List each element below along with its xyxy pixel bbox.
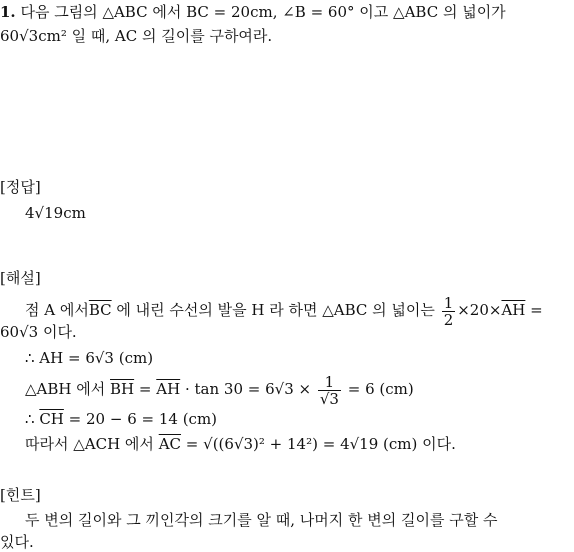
solution-text: 에 내린 수선의 발을 H 라 하면 △ABC 의 넓이는 — [116, 301, 435, 319]
question-line-2 — [0, 26, 272, 46]
solution-text: = 6 (cm) — [347, 380, 414, 398]
therefore-symbol: ∴ — [25, 410, 35, 428]
solution-text: · tan 30 = 6√3 × — [184, 380, 312, 398]
segment-ac: $\overline{AC}$ — [158, 435, 182, 453]
solution-text: △ABH 에서 — [25, 380, 106, 398]
solution-line-3: ∴ AH = 6√3 (cm) — [25, 349, 154, 367]
solution-text: = — [530, 301, 543, 319]
answer-label: [정답] — [0, 178, 41, 196]
question-number: 1. — [0, 3, 16, 21]
solution-text: = 20 − 6 = 14 (cm) — [68, 410, 218, 428]
hint-label: [힌트] — [0, 486, 41, 504]
solution-line-6 — [25, 434, 456, 454]
solution-line-5 — [25, 409, 217, 429]
solution-label: [해설] — [0, 269, 41, 287]
answer-value: 4√19cm — [25, 204, 86, 222]
solution-text: 따라서 △ACH 에서 — [25, 435, 154, 453]
fraction-denominator: √3 — [319, 389, 339, 408]
fraction-one-over-root3 — [318, 374, 341, 407]
segment-ah: $\overline{AH}$ — [156, 380, 181, 398]
fraction-denominator: 2 — [443, 310, 454, 329]
fraction-half — [442, 295, 456, 328]
question-line-1 — [0, 2, 506, 22]
fraction-numerator: 1 — [318, 374, 341, 391]
solution-text: = — [138, 380, 152, 398]
solution-line-1 — [25, 290, 543, 330]
segment-ch: $\overline{CH}$ — [39, 410, 64, 428]
segment-bc: $\overline{BC}$ — [88, 301, 112, 319]
solution-text: = √((6√3)² + 14²) = 4√19 (cm) 이다. — [185, 435, 456, 453]
fraction-numerator: 1 — [443, 293, 454, 312]
solution-text: 점 A 에서 — [25, 301, 89, 319]
question-text-1: 다음 그림의 △ABC 에서 BC = 20cm, ∠B = 60° 이고 △ABC 의 넓이가 — [20, 3, 506, 21]
solution-line-2: 60√3 이다. — [0, 323, 77, 341]
question-text-2: 60√3cm² 일 때, AC 의 길이를 구하여라. — [0, 27, 273, 45]
solution-line-4 — [25, 367, 414, 411]
solution-text: ×20× — [457, 301, 502, 319]
segment-bh: $\overline{BH}$ — [110, 380, 135, 398]
segment-ah: $\overline{AH}$ — [501, 301, 526, 319]
hint-line-2: 있다. — [0, 533, 34, 551]
hint-line-1: 두 변의 길이와 그 끼인각의 크기를 알 때, 나머지 한 변의 길이를 구할 수 — [25, 511, 498, 529]
